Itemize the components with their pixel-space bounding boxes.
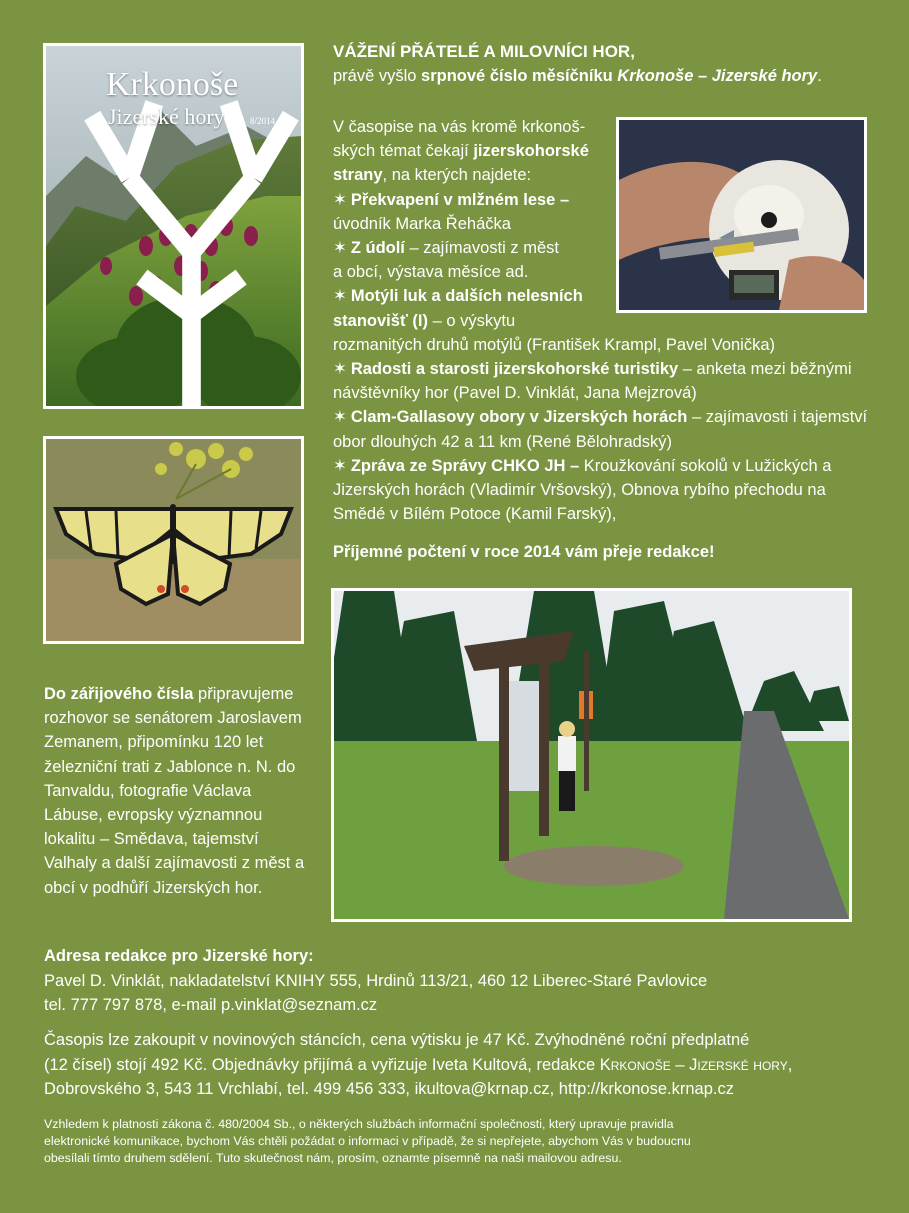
issue-intro-bold2: strany <box>333 166 383 185</box>
cover-subtitle: Jizerské hory <box>108 104 225 129</box>
subscription-contact-line: Dobrovského 3, 543 11 Vrchlabí, tel. 499 456 333, ikultova@krnap.cz, http://krkonose.krnap.cz <box>44 1080 734 1098</box>
cover-issue-number: 8/2014 <box>250 116 276 126</box>
intro-lead-end: . <box>817 67 822 85</box>
issue-item-title: Motýli luk a dalších nelesních <box>350 287 583 306</box>
subscription-line: Časopis lze zakoupit v novinových stáncích, cena výtisku je 47 Kč. Zvýhodněné roční předplatné <box>44 1031 750 1049</box>
intro-heading: VÁŽENÍ PŘÁTELÉ A MILOVNÍCI HOR, <box>333 42 635 61</box>
star-bullet-icon: ✶ <box>333 239 347 258</box>
forest-trail-image <box>334 591 849 919</box>
intro-block <box>333 40 873 88</box>
issue-item-text: – zajímavosti z měst <box>404 239 559 258</box>
issue-item-title: Clam-Gallasovy obory v Jizerských horách <box>350 408 688 427</box>
next-issue-heading: Do zářijového čísla <box>44 685 194 703</box>
intro-lead-bold: srpnové číslo měsíčníku <box>421 67 618 85</box>
greeting-text: Příjemné počtení v roce 2014 vám přeje redakce! <box>333 543 715 561</box>
issue-intro-line1: V časopise na vás kromě krkonoš- <box>333 118 586 136</box>
contact-line: tel. 777 797 878, e-mail p.vinklat@seznam.cz <box>44 996 378 1014</box>
address-line: Pavel D. Vinklát, nakladatelství KNIHY 555, Hrdinů 113/21, 460 12 Liberec-Staré Pavlovice <box>44 971 708 990</box>
issue-item-6 <box>333 454 868 527</box>
issue-item-5 <box>333 405 868 453</box>
cover-title: Krkonoše <box>106 66 239 103</box>
address-heading: Adresa redakce pro Jizerské hory: <box>44 947 314 965</box>
issue-item-4 <box>333 357 868 405</box>
issue-item-text: a obcí, výstava měsíce ad. <box>333 263 529 282</box>
issue-item-title: Překvapení v mlžném lese – <box>350 190 570 209</box>
star-bullet-icon: ✶ <box>333 408 347 427</box>
legal-notice <box>44 1116 874 1167</box>
legal-line: obesílali tímto druhem sdělení. Tuto skutečnost nám, prosím, oznamte písemně na naši mailovou adresu. <box>44 1151 622 1165</box>
issue-item-3 <box>333 284 868 357</box>
issue-item-1 <box>333 188 868 236</box>
issue-intro-bold: jizerskohorské <box>473 142 589 161</box>
issue-item-text: – anketa mezi běžnými návštěvníky hor (Pavel D. Vinklát, Jana Mejzrová) <box>333 360 852 403</box>
issue-item-2 <box>333 236 868 284</box>
issue-intro-line2: ských témat čekají <box>333 142 474 161</box>
magazine-title: Krkonoše – Jizerské hory <box>617 67 818 85</box>
magazine-cover <box>43 43 304 409</box>
next-issue-preview <box>44 682 314 900</box>
star-bullet-icon: ✶ <box>333 360 347 379</box>
star-bullet-icon: ✶ <box>333 190 347 209</box>
subscription-line2-post: , <box>787 1055 793 1074</box>
issue-item-text: – zajímavosti i tajemství obor dlouhých 42 a 11 km (René Bělohradský) <box>333 408 868 451</box>
issue-item-title: Radosti a starosti jizerskohorské turistiky <box>350 360 679 379</box>
trail-info-board-photo <box>331 588 852 922</box>
issue-item-title: Z údolí <box>350 239 405 258</box>
intro-lead <box>333 64 873 88</box>
subscription-info <box>44 1028 874 1102</box>
intro-lead-pre: právě vyšlo <box>333 67 422 85</box>
legal-line: elektronické komunikace, bychom Vás chtěli požádat o informaci v případě, že si nepřejete, abychom Vás v budoucnu <box>44 1134 691 1148</box>
subscription-line2-pre: (12 čísel) stojí 492 Kč. Objednávky přijímá a vyřizuje Iveta Kultová, redakce <box>44 1055 600 1074</box>
issue-intro <box>333 115 868 188</box>
issue-item-text: rozmanitých druhů motýlů (František Krampl, Pavel Vonička) <box>333 335 776 354</box>
issue-contents <box>333 115 868 526</box>
issue-item-text: – o výskytu <box>428 311 516 330</box>
star-bullet-icon: ✶ <box>333 456 347 475</box>
next-issue-text: připravujeme rozhovor se senátorem Jaroslavem Zemanem, připomínku 120 let železniční trati z Jablonce n. N. do Tanvaldu, fotografie Václava Lábuse, evropsky významnou lokalitu – Smědava, tajemství Valhaly a další zajímavosti z měst a obcí v podhůří Jizerských hor. <box>44 685 305 897</box>
issue-item-text: Kroužkování sokolů v Lužických a Jizerských horách (Vladimír Vršovský), Obnova rybího přechodu na Smědé v Bílém Potoce (Kamil Farský), <box>333 456 832 524</box>
issue-item-title: Zpráva ze Správy CHKO JH – <box>350 456 580 475</box>
issue-intro-line3: , na kterých najdete: <box>382 166 532 185</box>
issue-item-text: úvodník Marka Řeháčka <box>333 214 511 233</box>
legal-line: Vzhledem k platnosti zákona č. 480/2004 Sb., o některých službách informační společnosti, který upravuje pravidla <box>44 1117 674 1131</box>
subscription-line <box>44 1053 874 1078</box>
magazine-title-smallcaps: Krkonoše – Jizerské hory <box>599 1055 788 1074</box>
star-bullet-icon: ✶ <box>333 287 347 306</box>
editorial-address <box>44 944 874 1018</box>
butterfly-photo <box>43 436 304 644</box>
issue-item-title: stanovišť (I) <box>333 311 429 330</box>
swallowtail-butterfly-image <box>46 439 301 641</box>
